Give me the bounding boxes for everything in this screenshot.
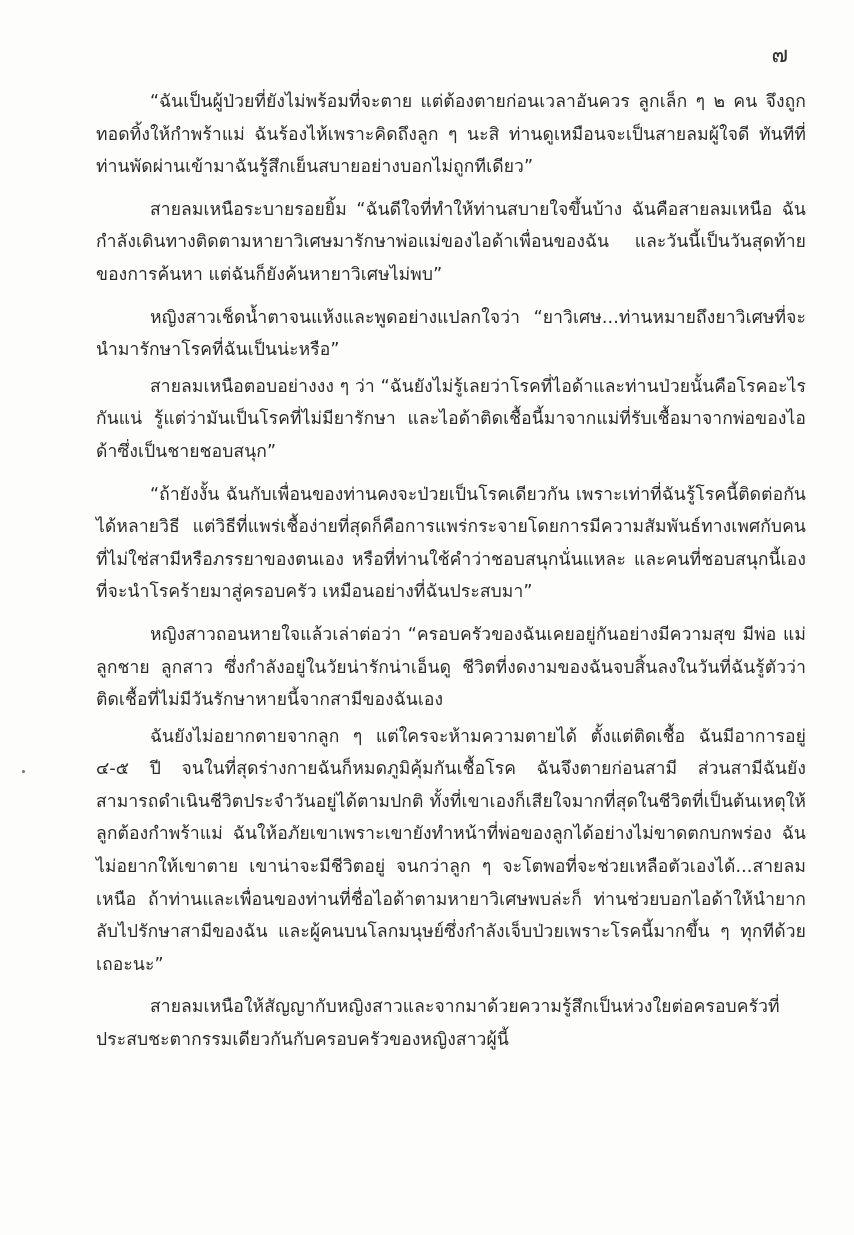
page-number: ๗ [771, 43, 788, 68]
paragraph: “ถ้ายังงั้น ฉันกับเพื่อนของท่านคงจะป่วยเป็นโรคเดียวกัน เพราะเท่าที่ฉันรู้โรคนี้ติดต่อกันได้หลายวิธี แต่วิธีที่แพร่เชื้อง่ายที่สุดก็คือการแพร่กระจายโดยการมีความสัมพันธ์ทางเพศกับคนที่ไม่ใช่สามีหรือภรรยาของตนเอง หรือที่ท่านใช้คำว่าชอบสนุกนั่นแหละ และคนที่ชอบสนุกนี้เองที่จะนำโรคร้ายมาสู่ครอบครัว เหมือนอย่างที่ฉันประสบมา” [96, 484, 806, 603]
paragraph: หญิงสาวถอนหายใจแล้วเล่าต่อว่า “ครอบครัวของฉันเคยอยู่กันอย่างมีความสุข มีพ่อ แม่ ลูกชาย ลูกสาว ซึ่งกำลังอยู่ในวัยน่ารักน่าเอ็นดู ชีวิตที่งดงามของฉันจบสิ้นลงในวันที่ฉันรู้ตัวว่าติดเชื้อที่ไม่มีวันรักษาหายนี้จากสามีของฉันเอง [96, 624, 806, 711]
paragraph: สายลมเหนือระบายรอยยิ้ม “ฉันดีใจที่ทำให้ท่านสบายใจขึ้นบ้าง ฉันคือสายลมเหนือ ฉันกำลังเดินทางติดตามหายาวิเศษมารักษาพ่อแม่ของไอด้าเพื่อนของฉัน และวันนี้เป็นวันสุดท้ายของการค้นหา แต่ฉันก็ยังค้นหายาวิเศษไม่พบ” [96, 199, 806, 285]
paragraph: สายลมเหนือตอบอย่างงง ๆ ว่า “ฉันยังไม่รู้เลยว่าโรคที่ไอด้าและท่านป่วยนั้นคือโรคอะไรกันแน่ รู้แต่ว่ามันเป็นโรคที่ไม่มียารักษา และไอด้าติดเชื้อนี้มาจากแม่ที่รับเชื้อมาจากพ่อของไอด้าซึ่งเป็นชายชอบสนุก” [96, 376, 806, 462]
scan-speck [22, 770, 25, 773]
paragraph: ฉันยังไม่อยากตายจากลูก ๆ แต่ใครจะห้ามความตายได้ ตั้งแต่ติดเชื้อ ฉันมีอาการอยู่ ๔-๕ ปี จนในที่สุดร่างกายฉันก็หมดภูมิคุ้มกันเชื้อโรค ฉันจึงตายก่อนสามี ส่วนสามีฉันยังสามารถดำเนินชีวิตประจำวันอยู่ได้ตามปกติ ทั้งที่เขาเองก็เสียใจมากที่สุดในชีวิตที่เป็นต้นเหตุให้ลูกต้องกำพร้าแม่ ฉันให้อภัยเขาเพราะเขายังทำหน้าที่พ่อของลูกได้อย่างไม่ขาดตกบกพร่อง ฉันไม่อยากให้เขาตาย เขาน่าจะมีชีวิตอยู่ จนกว่าลูก ๆ จะโตพอที่จะช่วยเหลือตัวเองได้...สายลมเหนือ ถ้าท่านและเพื่อนของท่านที่ชื่อไอด้าตามหายาวิเศษพบล่ะก็ ท่านช่วยบอกไอด้าให้นำยากลับไปรักษาสามีของฉัน และผู้คนบนโลกมนุษย์ซึ่งกำลังเจ็บป่วยเพราะโรคนี้มากขึ้น ๆ ทุกทีด้วยเถอะนะ” [96, 726, 806, 975]
paragraph: หญิงสาวเช็ดน้ำตาจนแห้งและพูดอย่างแปลกใจว่า “ยาวิเศษ...ท่านหมายถึงยาวิเศษที่จะนำมารักษาโรคที่ฉันเป็นน่ะหรือ” [96, 307, 806, 361]
paragraph: “ฉันเป็นผู้ป่วยที่ยังไม่พร้อมที่จะตาย แต่ต้องตายก่อนเวลาอันควร ลูกเล็ก ๆ ๒ คน จึงถูกทอดทิ้งให้กำพร้าแม่ ฉันร้องไห้เพราะคิดถึงลูก ๆ นะสิ ท่านดูเหมือนจะเป็นสายลมผู้ใจดี ทันทีที่ท่านพัดผ่านเข้ามาฉันรู้สึกเย็นสบายอย่างบอกไม่ถูกทีเดียว” [96, 92, 806, 178]
paragraph: สายลมเหนือให้สัญญากับหญิงสาวและจากมาด้วยความรู้สึกเป็นห่วงใยต่อครอบครัวที่ประสบชะตากรรมเดียวกันกับครอบครัวของหญิงสาวผู้นี้ [96, 997, 780, 1051]
story-body [96, 86, 806, 1067]
